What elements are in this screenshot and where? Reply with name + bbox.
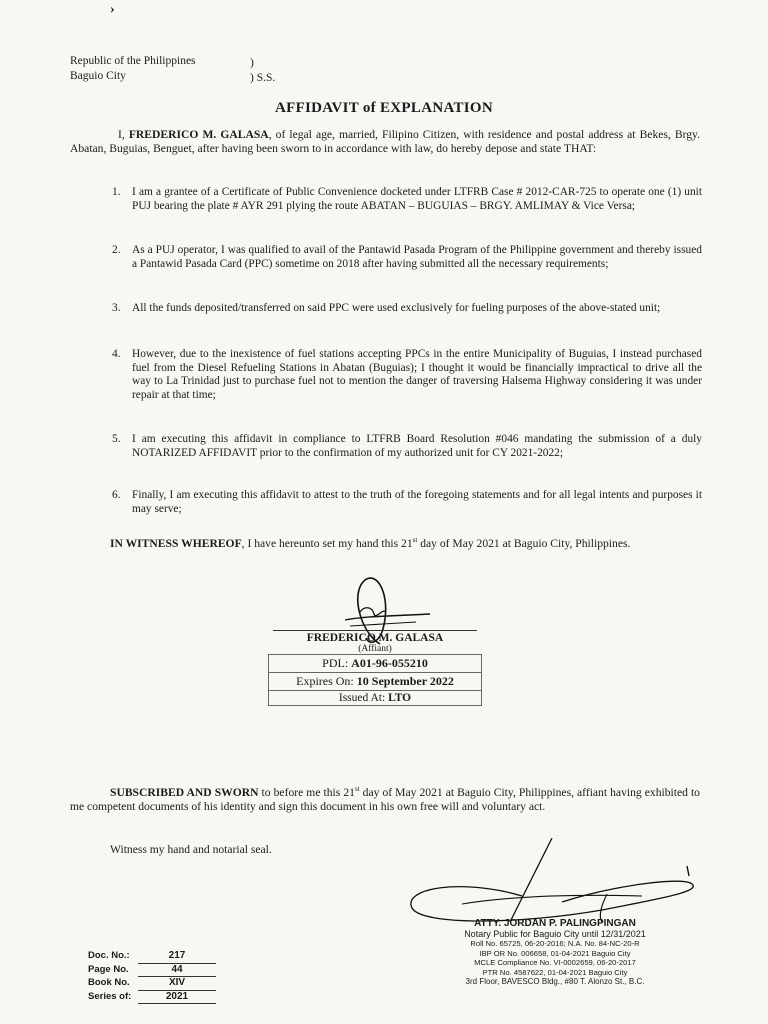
- docket-row-book: [88, 977, 216, 991]
- affiant-expires: [268, 673, 482, 691]
- affiant-issued: [268, 691, 482, 706]
- subscribed-ordinal: st: [354, 785, 360, 793]
- notary-commission: Notary Public for Baguio City until 12/31/2021: [464, 929, 646, 939]
- list-item: [112, 348, 702, 402]
- docket-page-label: Page No.: [88, 963, 129, 975]
- venue-bracket-1: ): [250, 57, 254, 69]
- list-item-text: I am a grantee of a Certificate of Public Convenience docketed under LTFRB Case # 2012-CAR-725 to operate one (1) unit PUJ bearing the plate # AYR 291 plying the route ABATAN – BUGUIAS – BRGY. AMLIMAY & Vice Versa;: [132, 186, 702, 212]
- docket-book-value: XIV: [138, 977, 216, 991]
- list-item: [112, 302, 702, 316]
- docket-row-page: [88, 964, 216, 978]
- intro-rest: , of legal age, married, Filipino Citizen, with residence and postal address at Bekes, Brgy. Abatan, Buguias, Benguet, after having been sworn to in accordance with law, do hereby depose and state THAT:: [70, 128, 700, 155]
- venue-city: Baguio City: [70, 70, 126, 82]
- docket-doc-label: Doc. No.:: [88, 950, 130, 961]
- list-item: [112, 244, 702, 271]
- notary-mcle: MCLE Compliance No. VI-0002659, 06-20-2017: [474, 958, 636, 967]
- issued-value: LTO: [388, 692, 412, 704]
- notary-block: [410, 918, 700, 986]
- notary-ibp: IBP OR No. 006658, 01-04-2021 Baguio City: [479, 948, 631, 958]
- list-item-number: 1.: [112, 186, 121, 198]
- subscribed-lead: SUBSCRIBED AND SWORN: [110, 785, 259, 799]
- docket-series-value: 2021: [138, 991, 216, 1005]
- subscribed-text-2: day of May 2021 at Baguio City, Philippines, affiant having exhibited to me competent documents of his identity and sign this document in his own free will and voluntary act.: [70, 785, 700, 813]
- list-item-number: 3.: [112, 302, 121, 314]
- list-item: [112, 489, 702, 516]
- list-item-number: 4.: [112, 348, 121, 360]
- affiant-role: (Affiant): [268, 644, 482, 655]
- intro-paragraph: [70, 128, 700, 156]
- witness-text-2: day of May 2021 at Baguio City, Philippines.: [417, 536, 631, 550]
- list-item: [112, 186, 702, 213]
- witness-paragraph: [70, 533, 700, 551]
- subscribed-text-1: to before me this 21: [258, 785, 355, 799]
- pdl-label: PDL:: [322, 656, 352, 670]
- witness-ordinal: st: [412, 536, 418, 544]
- list-item-number: 5.: [112, 433, 121, 445]
- stray-mark: ›: [110, 2, 115, 17]
- list-item-number: 2.: [112, 244, 121, 256]
- document-title: AFFIDAVIT of EXPLANATION: [274, 100, 494, 116]
- expires-value: 10 September 2022: [356, 674, 454, 688]
- venue-bracket: [250, 56, 275, 86]
- docket-block: [88, 950, 216, 1004]
- subscribed-paragraph: [70, 782, 700, 814]
- pdl-value: A01-96-055210: [351, 656, 428, 670]
- list-item-text: Finally, I am executing this affidavit to attest to the truth of the foregoing statements and for all legal intents and purposes it may serve;: [132, 489, 702, 515]
- notary-address: 3rd Floor, BAVESCO Bldg., #80 T. Alonzo St., B.C.: [465, 977, 645, 986]
- docket-book-label: Book No.: [88, 977, 130, 988]
- docket-page-value: 44: [138, 964, 216, 978]
- list-item-text: However, due to the inexistence of fuel stations accepting PPCs in the entire Municipality of Buguias, I instead purchased fuel from the Diesel Refueling Stations in Abatan (Buguias); I thought it would be financially impractical to drive all the way to La Trinidad just to purchase fuel not to mention the danger of traversing Halsema Highway considering it was under repair at that time;: [132, 348, 702, 401]
- notarial-seal-text: Witness my hand and notarial seal.: [110, 843, 272, 856]
- list-item-text: As a PUJ operator, I was qualified to avail of the Pantawid Pasada Program of the Philippine government and thereby issued a Pantawid Pasada Card (PPC) sometime on 2018 after having submitted all the necessary requirements;: [132, 244, 702, 270]
- notary-ptr: PTR No. 4587622, 01-04-2021 Baguio City: [482, 967, 628, 977]
- affiant-pdl: [268, 655, 482, 673]
- intro-affiant-name: FREDERICO M. GALASA: [128, 128, 269, 141]
- witness-lead: IN WITNESS WHEREOF: [110, 536, 242, 550]
- list-item-text: I am executing this affidavit in compliance to LTFRB Board Resolution #046 mandating the submission of a duly NOTARIZED AFFIDAVIT prior to the confirmation of my authorized unit for CY 2021-2022;: [132, 433, 702, 459]
- witness-text-1: , I have hereunto set my hand this 21: [241, 536, 413, 550]
- notary-roll: Roll No. 65725, 06-20-2016; N.A. No. 84-NC-20-R: [470, 939, 640, 948]
- list-item-text: All the funds deposited/transferred on said PPC were used exclusively for fueling purposes of the above-stated unit;: [132, 302, 661, 314]
- venue-bracket-2: ) S.S.: [250, 72, 276, 84]
- docket-row-series: [88, 991, 216, 1005]
- expires-label: Expires On:: [296, 674, 357, 688]
- venue-country: Republic of the Philippines: [70, 55, 196, 67]
- issued-label: Issued At:: [338, 692, 389, 704]
- docket-doc-value: 217: [138, 950, 216, 964]
- docket-row-doc: [88, 950, 216, 964]
- intro-prefix: I,: [118, 128, 129, 141]
- list-item-number: 6.: [112, 489, 121, 501]
- list-item: [112, 433, 702, 460]
- docket-series-label: Series of:: [88, 990, 132, 1002]
- venue-block: [70, 54, 196, 84]
- notary-name: ATTY. JORDAN P. PALINGPINGAN: [474, 918, 636, 929]
- affiant-name: FREDERICO M. GALASA: [306, 632, 444, 644]
- affiant-block: [268, 630, 482, 706]
